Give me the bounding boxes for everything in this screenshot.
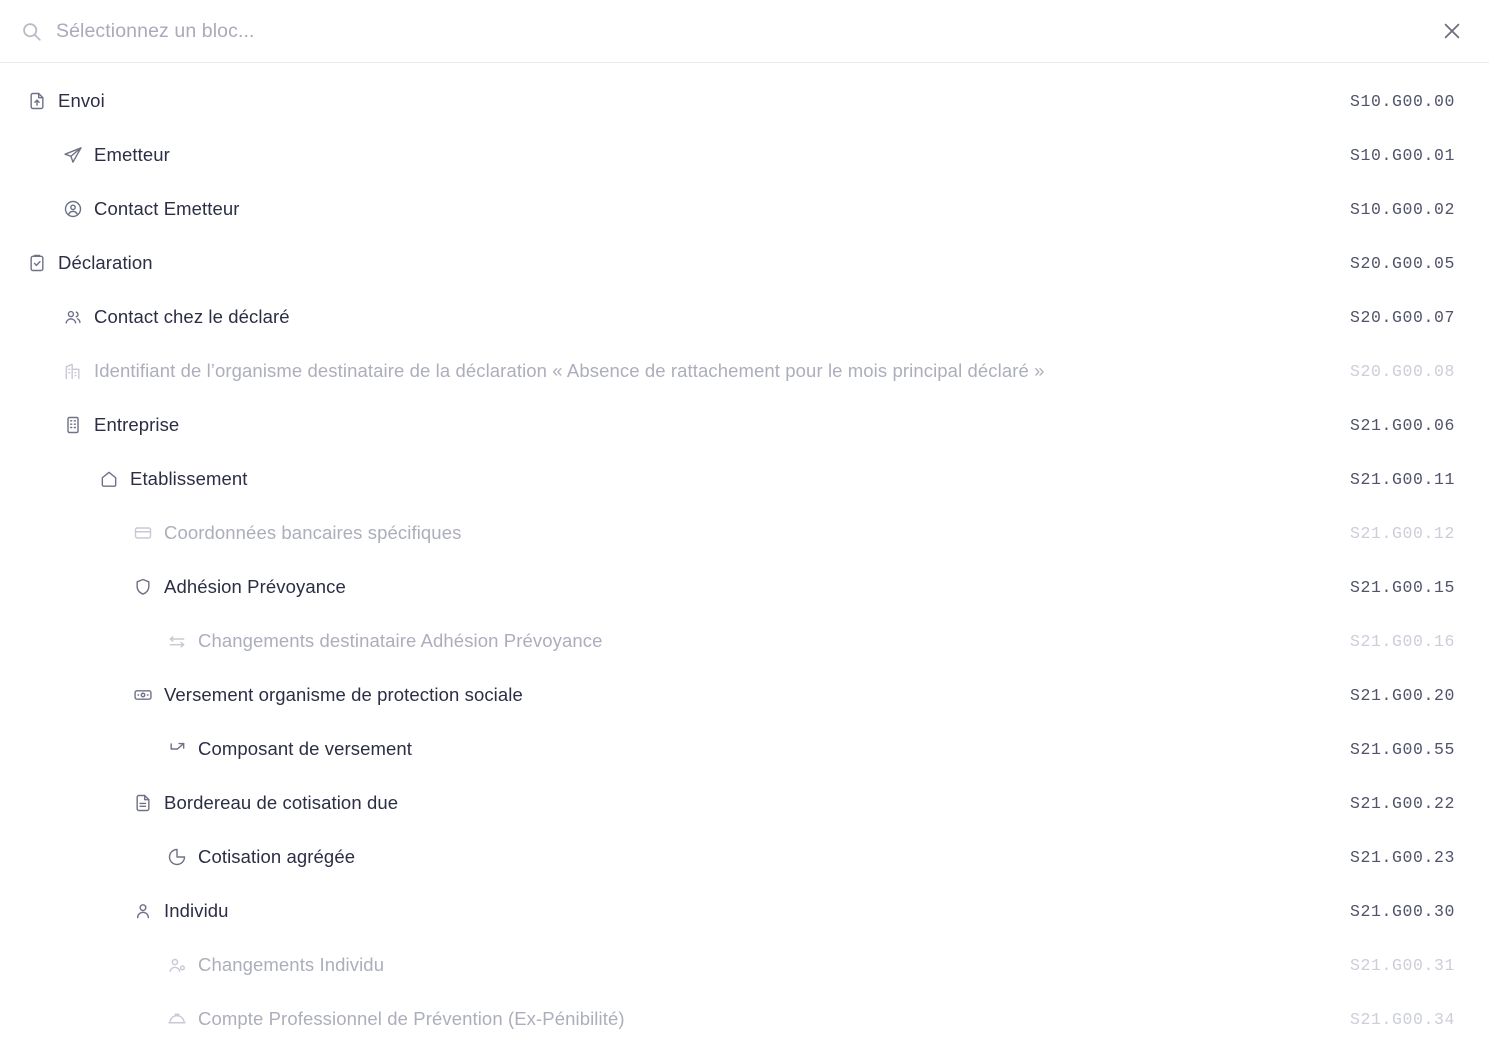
list-item-label: Contact chez le déclaré <box>94 306 290 327</box>
list-item-label: Individu <box>164 900 229 921</box>
list-item-label: Composant de versement <box>198 738 413 759</box>
list-item-code: S21.G00.16 <box>1349 631 1455 651</box>
block-list <box>0 63 1489 1045</box>
list-item-code: S21.G00.11 <box>1349 469 1455 489</box>
list-item-label: Adhésion Prévoyance <box>164 576 346 597</box>
building-icon <box>62 414 84 436</box>
list-item[interactable] <box>0 182 1489 236</box>
transfer-icon <box>166 630 188 652</box>
search-bar <box>0 0 1489 63</box>
list-item-label: Compte Professionnel de Prévention (Ex‑Pénibilité) <box>198 1008 625 1029</box>
list-item-code: S21.G00.12 <box>1349 523 1455 543</box>
home-icon <box>98 468 120 490</box>
helmet-icon <box>166 1008 188 1030</box>
send-icon <box>62 144 84 166</box>
list-item[interactable] <box>0 830 1489 884</box>
search-icon <box>20 20 42 42</box>
list-item-code: S10.G00.01 <box>1349 145 1455 165</box>
list-item[interactable] <box>0 290 1489 344</box>
list-item-label: Versement organisme de protection sociale <box>164 684 523 705</box>
user-circle-icon <box>62 198 84 220</box>
list-item[interactable] <box>0 398 1489 452</box>
list-item-code: S20.G00.05 <box>1349 253 1455 273</box>
list-item-label: Identifiant de l’organisme destinataire de la déclaration « Absence de rattachement pour le mois principal déclaré » <box>94 360 1045 381</box>
list-item-code: S21.G00.20 <box>1349 685 1455 705</box>
user-settings-icon <box>166 954 188 976</box>
list-item-code: S21.G00.22 <box>1349 793 1455 813</box>
organization-icon <box>62 360 84 382</box>
list-item-code: S10.G00.00 <box>1349 91 1455 111</box>
list-item[interactable] <box>0 884 1489 938</box>
list-item-label: Etablissement <box>130 468 248 489</box>
list-item <box>0 938 1489 992</box>
list-item[interactable] <box>0 236 1489 290</box>
list-item-code: S21.G00.55 <box>1349 739 1455 759</box>
shield-icon <box>132 576 154 598</box>
file-upload-icon <box>26 90 48 112</box>
list-item-label: Emetteur <box>94 144 170 165</box>
list-item[interactable] <box>0 560 1489 614</box>
list-item <box>0 506 1489 560</box>
list-item-code: S21.G00.06 <box>1349 415 1455 435</box>
list-item-code: S21.G00.23 <box>1349 847 1455 867</box>
list-item-code: S20.G00.07 <box>1349 307 1455 327</box>
list-item-code: S20.G00.08 <box>1349 361 1455 381</box>
users-icon <box>62 306 84 328</box>
list-item-label: Contact Emetteur <box>94 198 240 219</box>
list-item <box>0 614 1489 668</box>
list-item-code: S21.G00.15 <box>1349 577 1455 597</box>
close-icon[interactable] <box>1437 16 1467 46</box>
list-item <box>0 992 1489 1045</box>
list-item-label: Cotisation agrégée <box>198 846 356 867</box>
list-item[interactable] <box>0 128 1489 182</box>
list-item-code: S21.G00.30 <box>1349 901 1455 921</box>
user-icon <box>132 900 154 922</box>
list-item[interactable] <box>0 668 1489 722</box>
list-item-label: Entreprise <box>94 414 180 435</box>
list-item-label: Coordonnées bancaires spécifiques <box>164 522 462 543</box>
money-icon <box>132 684 154 706</box>
pie-chart-icon <box>166 846 188 868</box>
credit-card-icon <box>132 522 154 544</box>
list-item-code: S21.G00.34 <box>1349 1009 1455 1029</box>
list-item[interactable] <box>0 452 1489 506</box>
list-item-code: S21.G00.31 <box>1349 955 1455 975</box>
list-item-label: Changements Individu <box>198 954 385 975</box>
list-item-label: Déclaration <box>58 252 153 273</box>
arrow-branch-icon <box>166 738 188 760</box>
list-item-label: Changements destinataire Adhésion Prévoyance <box>198 630 603 651</box>
clipboard-check-icon <box>26 252 48 274</box>
list-item[interactable] <box>0 74 1489 128</box>
search-input[interactable] <box>54 19 1437 44</box>
list-item-code: S10.G00.02 <box>1349 199 1455 219</box>
list-item[interactable] <box>0 722 1489 776</box>
list-item <box>0 344 1489 398</box>
list-item-label: Envoi <box>58 90 105 111</box>
list-item[interactable] <box>0 776 1489 830</box>
list-item-label: Bordereau de cotisation due <box>164 792 399 813</box>
document-icon <box>132 792 154 814</box>
